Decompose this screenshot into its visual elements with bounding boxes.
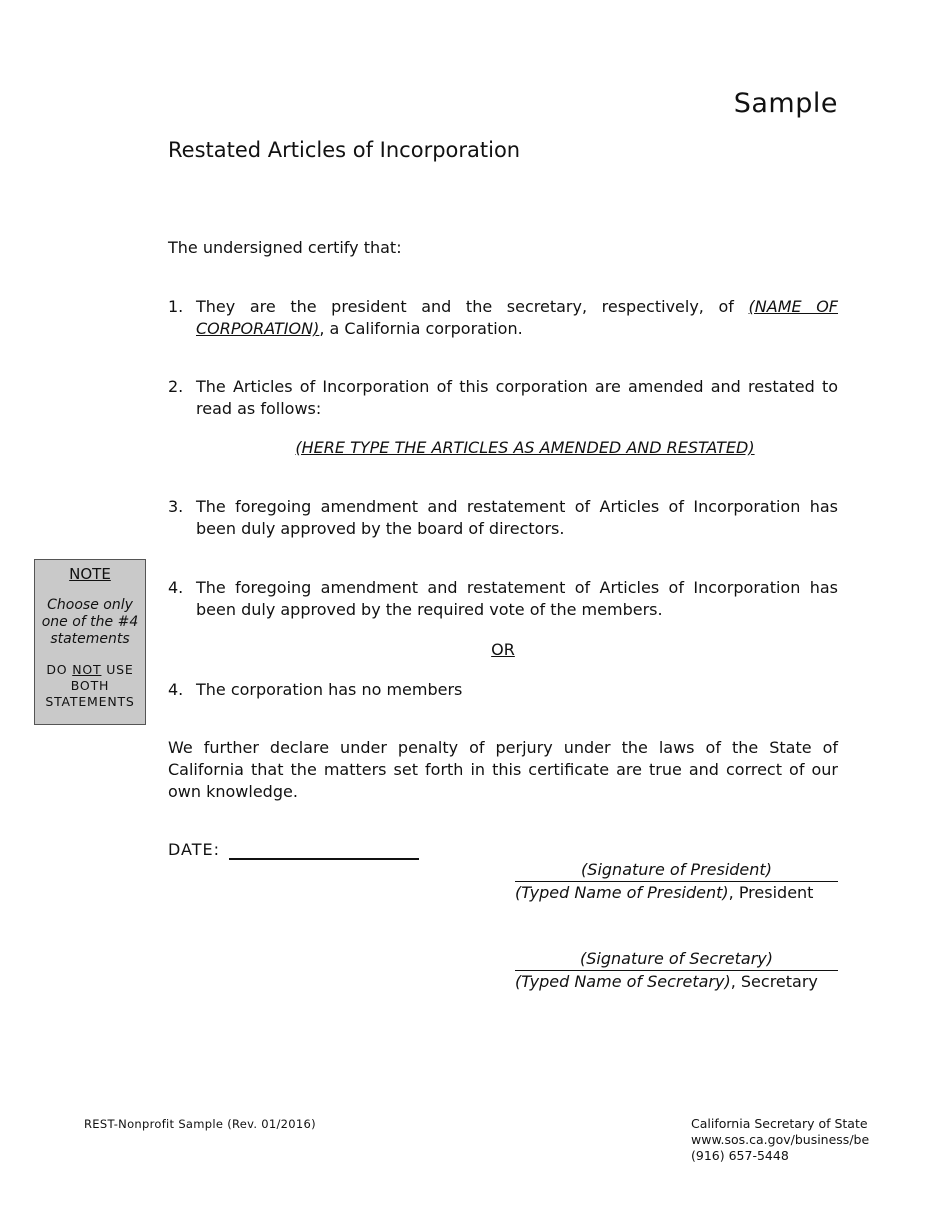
secretary-title: , Secretary xyxy=(730,972,818,991)
note-warning-line-3: STATEMENTS xyxy=(45,694,135,709)
note-line-3: statements xyxy=(50,631,130,647)
president-typed-name: (Typed Name of President) xyxy=(515,883,729,902)
statement-3-text: The foregoing amendment and restatement of Articles of Incorporation has been duly approved by the board of directors. xyxy=(196,497,838,538)
statement-3 xyxy=(168,496,838,540)
note-line-2: one of the #4 xyxy=(41,614,139,630)
date-label: DATE: xyxy=(168,840,221,859)
form-identifier: REST-Nonprofit Sample (Rev. 01/2016) xyxy=(84,1117,316,1131)
statement-3-number: 3. xyxy=(168,497,184,516)
note-warning-do: DO xyxy=(46,662,73,677)
articles-placeholder-text: (HERE TYPE THE ARTICLES AS AMENDED AND RESTATED) xyxy=(295,438,755,457)
statement-2-number: 2. xyxy=(168,377,184,396)
note-title: NOTE xyxy=(69,565,111,583)
document-title: Restated Articles of Incorporation xyxy=(168,138,521,162)
agency-website[interactable]: www.sos.ca.gov/business/be xyxy=(691,1132,870,1147)
statement-4a xyxy=(168,577,838,621)
statement-4b xyxy=(168,679,838,701)
note-box xyxy=(34,559,146,725)
perjury-declaration: We further declare under penalty of perjury under the laws of the State of California that the matters set forth in this certificate are true and correct of our own knowledge. xyxy=(168,738,838,801)
intro-statement: The undersigned certify that: xyxy=(168,238,402,257)
president-signature-line[interactable]: (Signature of President) xyxy=(515,860,838,882)
or-divider xyxy=(168,639,838,661)
note-warning-line-1 xyxy=(35,662,145,678)
statement-4a-text: The foregoing amendment and restatement of Articles of Incorporation has been duly approved by the required vote of the members. xyxy=(196,578,838,619)
agency-phone: (916) 657-5448 xyxy=(691,1148,789,1163)
note-warning xyxy=(35,662,145,710)
statement-1-number: 1. xyxy=(168,297,184,316)
note-warning-line-2: BOTH xyxy=(70,678,110,693)
statement-4b-number: 4. xyxy=(168,680,184,699)
or-label: OR xyxy=(491,640,515,659)
date-field-line[interactable] xyxy=(229,858,419,860)
statement-1-text: They are the president and the secretary, respectively, of xyxy=(196,297,749,316)
statement-4b-text: The corporation has no members xyxy=(196,680,463,699)
note-warning-use: USE xyxy=(101,662,134,677)
articles-placeholder xyxy=(190,437,860,459)
statement-4a-number: 4. xyxy=(168,578,184,597)
statement-2-text: The Articles of Incorporation of this corporation are amended and restated to read as follows: xyxy=(196,377,838,418)
note-instruction xyxy=(35,597,145,648)
sample-label: Sample xyxy=(733,88,838,119)
statement-2 xyxy=(168,376,838,420)
statement-1 xyxy=(168,296,838,340)
president-title: , President xyxy=(728,883,814,902)
secretary-name-line xyxy=(515,971,838,993)
statement-1-suffix: , a California corporation. xyxy=(319,319,523,338)
agency-name: California Secretary of State xyxy=(691,1116,868,1131)
agency-contact xyxy=(691,1116,869,1164)
president-name-line xyxy=(515,882,838,904)
secretary-signature-block xyxy=(515,949,838,993)
secretary-typed-name: (Typed Name of Secretary) xyxy=(515,972,731,991)
note-warning-not: NOT xyxy=(72,662,102,677)
president-signature-block xyxy=(515,860,838,904)
secretary-signature-line[interactable]: (Signature of Secretary) xyxy=(515,949,838,971)
corporation-name-field: (NAME OF CORPORATION) xyxy=(196,297,839,338)
note-line-1: Choose only xyxy=(47,597,133,613)
